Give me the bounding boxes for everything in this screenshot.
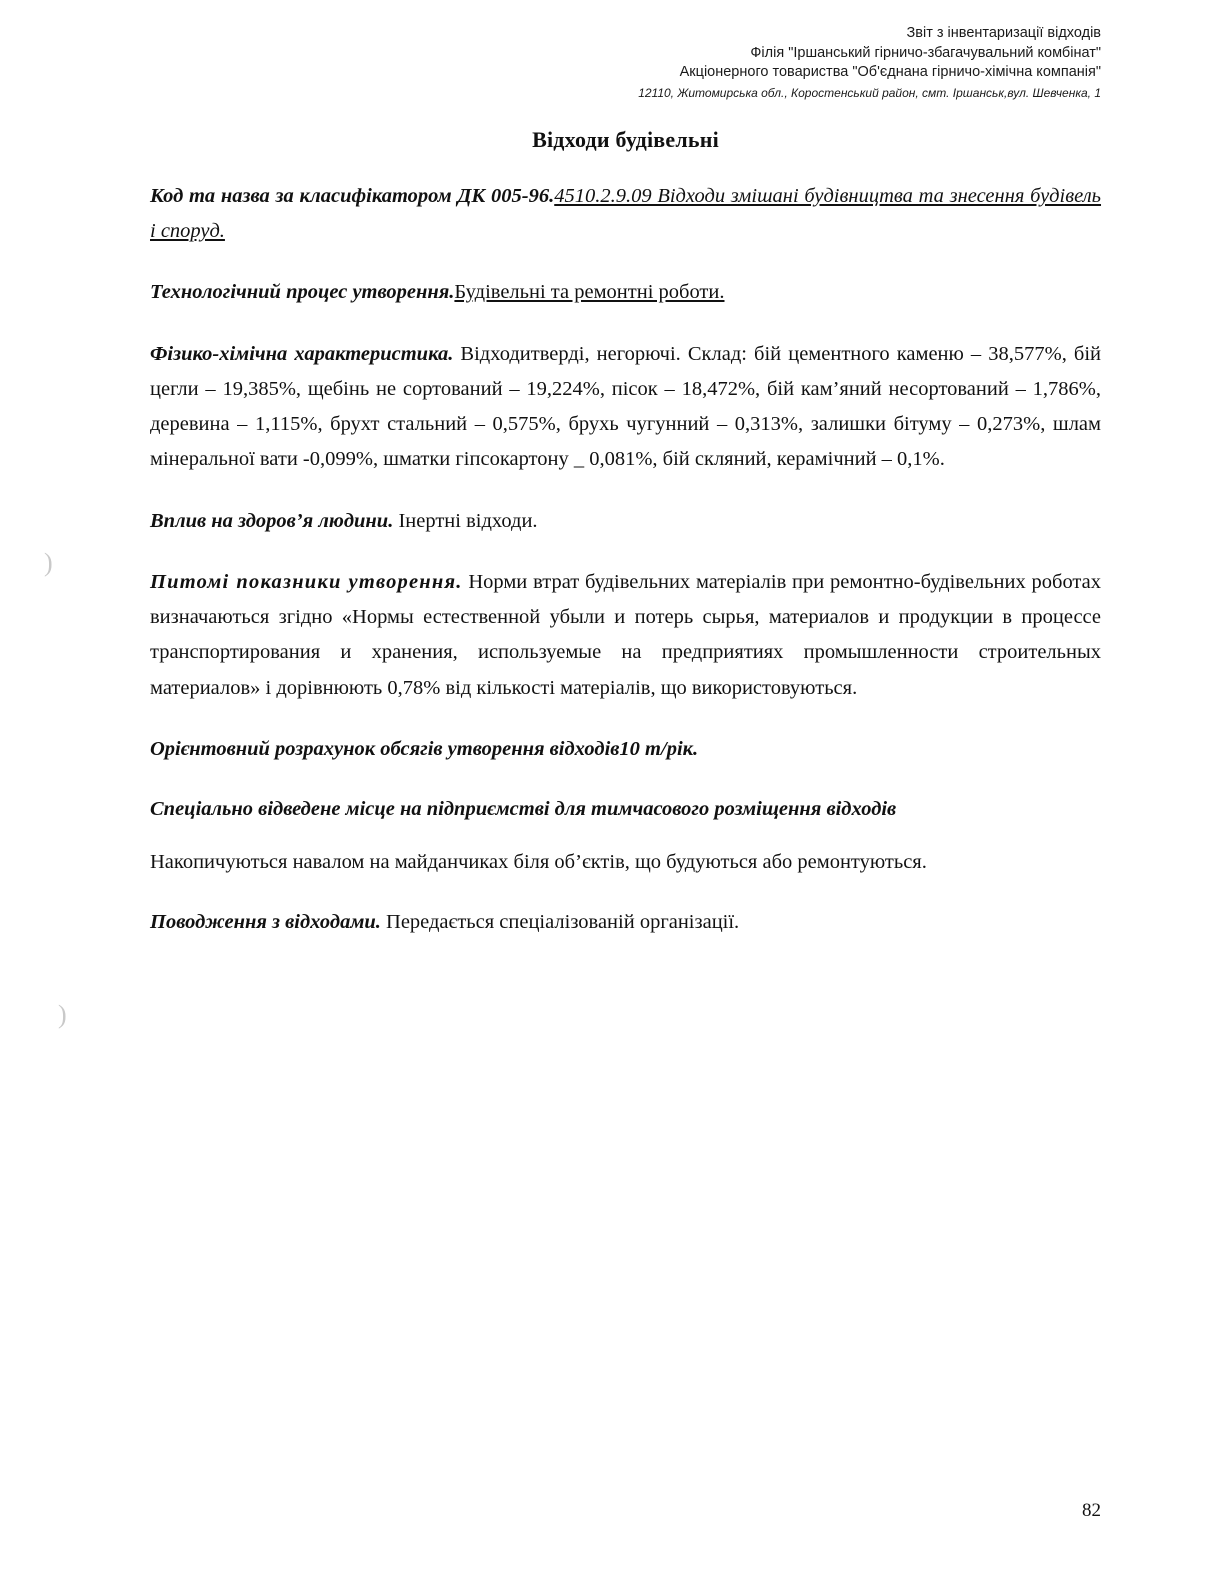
section-code — [150, 179, 1101, 250]
page-title: Відходи будівельні — [532, 126, 719, 152]
header-branch-name: Філія "Іршанський гірничо-збагачувальний комбінат" — [750, 44, 1101, 61]
section-health-value: Інертні відходи. — [393, 509, 538, 532]
section-volume — [150, 732, 1101, 767]
section-process — [150, 275, 1101, 310]
section-volume-value: 10 т/рік. — [619, 737, 699, 760]
section-handling — [150, 905, 1101, 940]
section-specific-label: Питомі показники утворення. — [150, 570, 463, 593]
section-physchem-label: Фізико-хімічна характеристика. — [150, 342, 454, 365]
section-code-value: 4510.2.9.09 Відходи змішані будівництва та знесення будівель і споруд. — [150, 184, 1102, 243]
document-header — [150, 24, 1101, 101]
section-health — [150, 504, 1101, 539]
scan-artifact-mark: ) — [44, 548, 53, 577]
section-place-text: Накопичуються навалом на майданчиках біля об’єктів, що будуються або ремонтуються. — [150, 851, 927, 874]
section-process-label: Технологічний процес утворення. — [150, 281, 455, 304]
section-place-heading: Спеціально відведене місце на підприємстві для тимчасового розміщення відходів — [150, 798, 897, 821]
section-specific-value: Норми втрат будівельних матеріалів при ремонтно-будівельних роботах визначаються згідно «Нормы естественной убыли и потерь сырья, материалов и продукции в процессе транспортирования и хранения, используемые на предприятиях промышленности строительных материалов» і дорівнюють 0,78% від кількості матеріалів, що використовуються. — [150, 570, 1101, 699]
section-specific-indicators — [150, 565, 1101, 706]
section-health-label: Вплив на здоров’я людини. — [150, 509, 394, 532]
page-number: 82 — [1082, 1500, 1101, 1521]
section-handling-value: Передається спеціалізованій організації. — [380, 911, 740, 934]
header-address: 12110, Житомирська обл., Коростенський район, смт. Іршанськ,вул. Шевченка, 1 — [638, 85, 1101, 100]
section-handling-label: Поводження з відходами. — [150, 911, 381, 934]
header-company-name: Акціонерного товариства "Об'єднана гірничо-хімічна компанія" — [679, 64, 1101, 81]
scan-artifact-mark: ) — [58, 1000, 67, 1029]
section-physchem — [150, 337, 1101, 478]
section-code-label: Код та назва за класифікатором ДК 005-96. — [150, 184, 555, 207]
section-process-value: Будівельні та ремонтні роботи. — [454, 281, 725, 304]
section-volume-label: Орієнтовний розрахунок обсягів утворення відходів — [150, 737, 620, 760]
section-physchem-value: Відходитверді, негорючі. Склад: бій цементного каменю – 38,577%, бій цегли – 19,385%, щебінь не сортований – 19,224%, пісок – 18,472%, бій кам’яний несортований – 1,786%, деревина – 1,115%, брухт стальний – 0,575%, брухь чугунний – 0,313%, залишки бітуму – 0,273%, шлам мінеральної вати -0,099%, шматки гіпсокартону _ 0,081%, бій скляний, керамічний – 0,1%. — [150, 342, 1101, 471]
header-report-title: Звіт з інвентаризації відходів — [906, 25, 1101, 41]
